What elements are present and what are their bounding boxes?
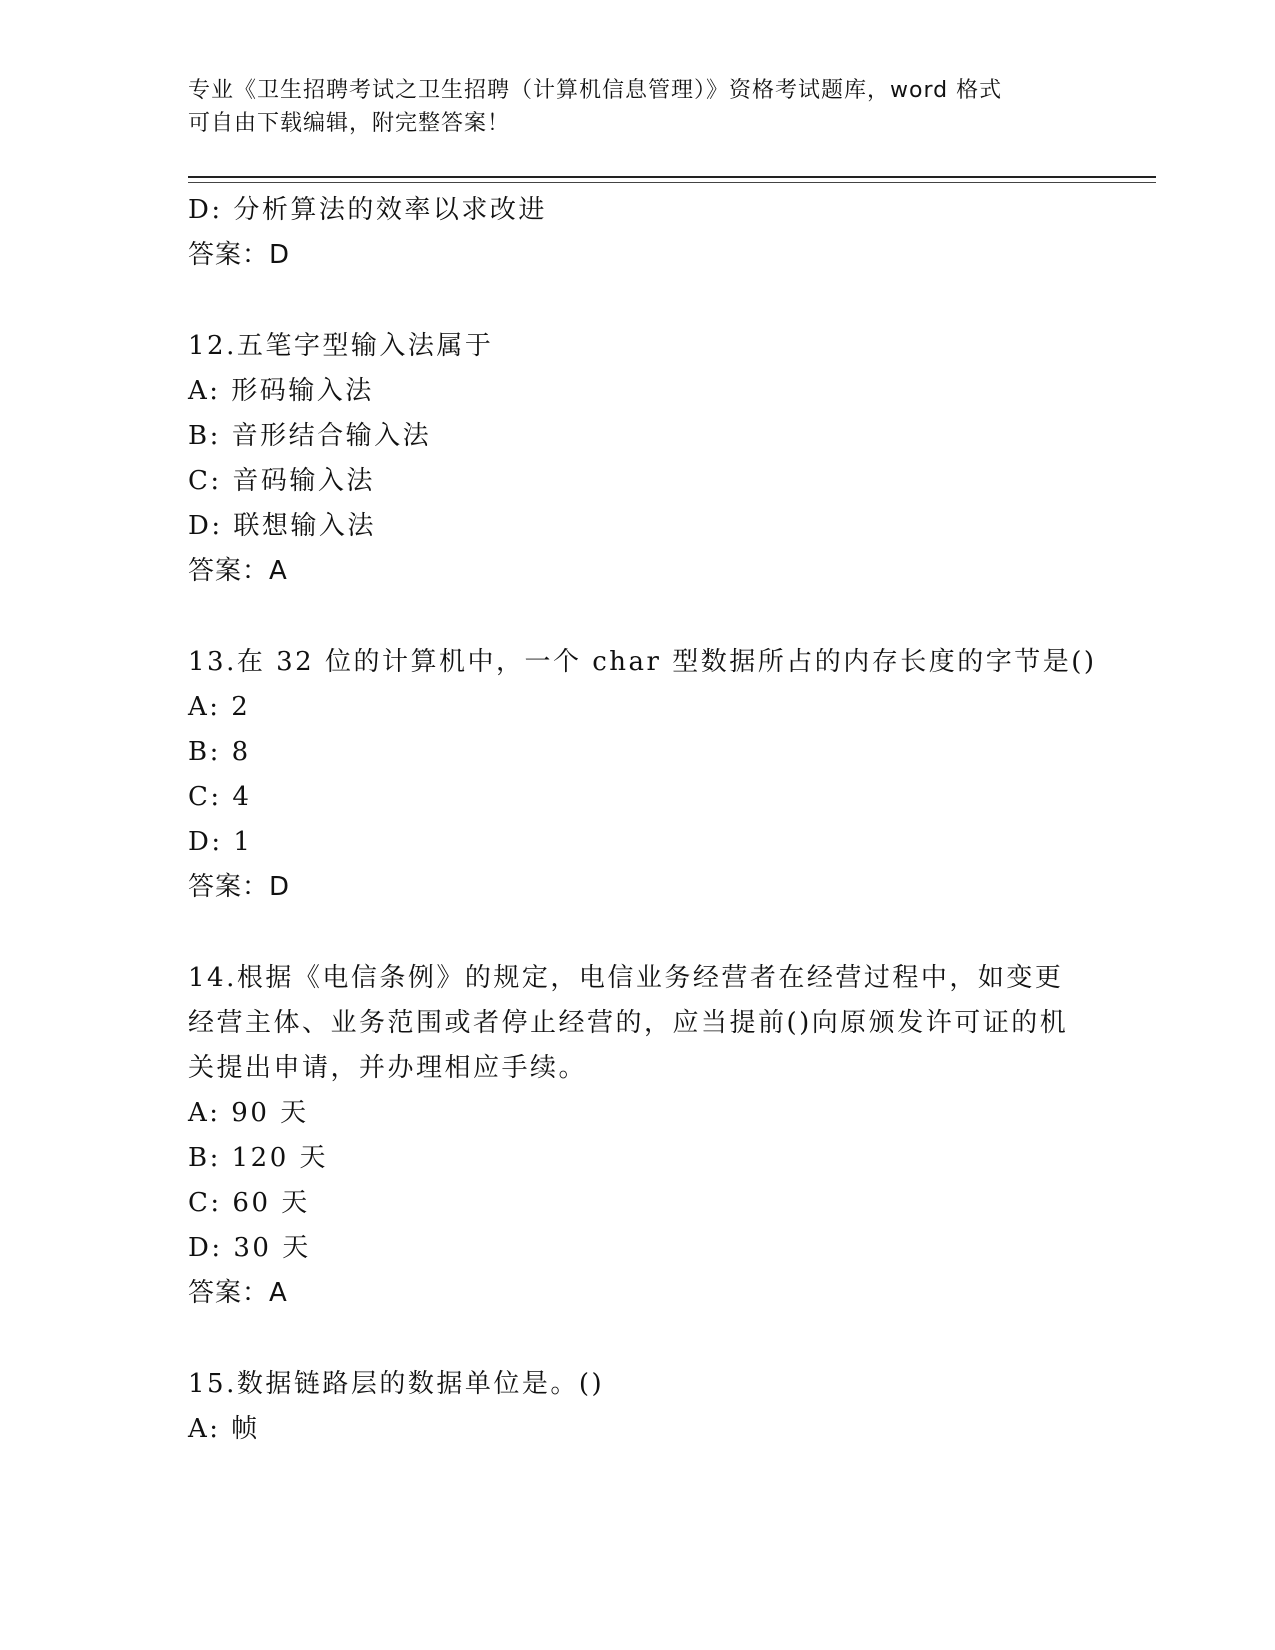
option-d: D: 联想输入法 — [188, 511, 376, 541]
option-b: B: 音形结合输入法 — [188, 421, 432, 451]
spacer — [188, 1316, 1088, 1362]
header-rule-thin — [188, 182, 1156, 183]
answer-line: 答案：A — [188, 1278, 288, 1308]
answer-line: 答案：D — [188, 240, 291, 270]
option-c: C: 4 — [188, 782, 252, 812]
option-b: B: 8 — [188, 737, 251, 767]
question-list — [188, 188, 1097, 1452]
question-15 — [188, 1362, 1088, 1452]
spacer — [188, 278, 1088, 324]
option-a: A: 90 天 — [188, 1098, 309, 1128]
header-rule-thick — [188, 176, 1156, 178]
option-d: D: 1 — [188, 827, 253, 857]
document-header — [188, 74, 1088, 140]
question-14 — [188, 956, 1088, 1316]
question-stem: 14.根据《电信条例》的规定，电信业务经营者在经营过程中，如变更经营主体、业务范围或者停止经营的，应当提前()向原颁发许可证的机关提出申请，并办理相应手续。 — [188, 963, 1069, 1083]
header-line-2: 可自由下载编辑，附完整答案！ — [188, 111, 511, 136]
header-line-1: 专业《卫生招聘考试之卫生招聘（计算机信息管理）》资格考试题库，word 格式 — [188, 78, 1003, 103]
option-c: C: 60 天 — [188, 1188, 310, 1218]
option-a: A: 帧 — [188, 1414, 260, 1444]
question-stem: 12.五笔字型输入法属于 — [188, 331, 494, 361]
question-stem: 15.数据链路层的数据单位是。() — [188, 1369, 605, 1399]
answer-line: 答案：A — [188, 556, 288, 586]
option-d: D: 30 天 — [188, 1233, 311, 1263]
question-11-tail — [188, 188, 1088, 278]
question-12 — [188, 324, 1088, 594]
option-a: A: 2 — [188, 692, 251, 722]
question-13 — [188, 640, 1097, 910]
question-stem: 13.在 32 位的计算机中，一个 char 型数据所占的内存长度的字节是() — [188, 647, 1097, 677]
spacer — [188, 910, 1088, 956]
option-d: D: 分析算法的效率以求改进 — [188, 195, 547, 225]
answer-line: 答案：D — [188, 872, 291, 902]
option-a: A: 形码输入法 — [188, 376, 374, 406]
option-b: B: 120 天 — [188, 1143, 329, 1173]
spacer — [188, 594, 1088, 640]
option-c: C: 音码输入法 — [188, 466, 375, 496]
